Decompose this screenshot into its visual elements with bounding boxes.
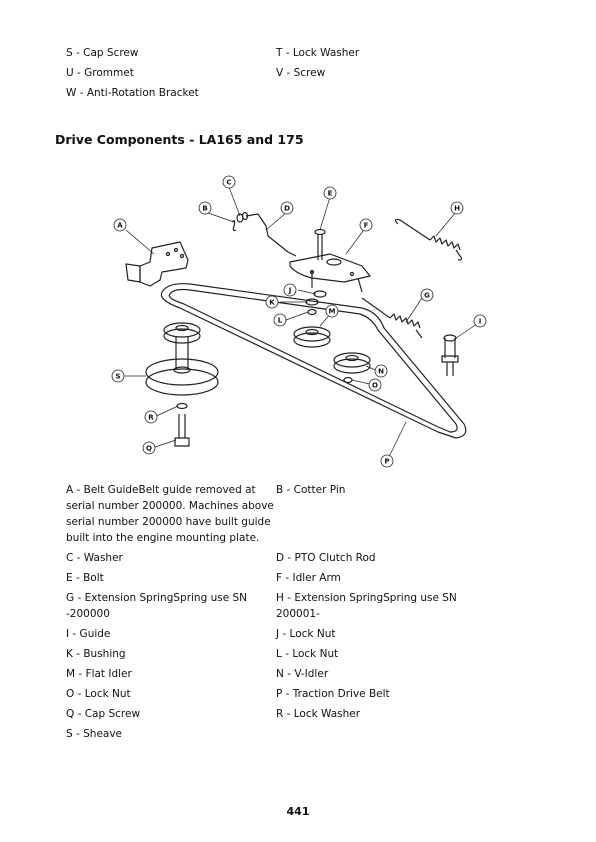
legend-row — [66, 45, 486, 65]
upper-pulley — [164, 323, 200, 343]
flat-idler — [294, 327, 330, 347]
callout-k: K — [269, 298, 275, 307]
legend-row — [66, 550, 486, 570]
section-title: Drive Components - LA165 and 175 — [55, 132, 304, 147]
guide-pin — [442, 335, 458, 376]
sheave — [146, 359, 218, 395]
legend-item: V - Screw — [276, 67, 326, 79]
callout-q: Q — [146, 444, 152, 453]
legend-item — [276, 85, 476, 101]
legend-item: N - V-Idler — [276, 668, 329, 680]
bottom-legend — [66, 482, 486, 746]
legend-row — [66, 590, 486, 626]
callout-a: A — [117, 221, 123, 230]
callout-g: G — [424, 291, 430, 300]
callout-s: S — [115, 372, 121, 381]
legend-item: K - Bushing — [66, 648, 126, 660]
legend-row — [66, 570, 486, 590]
callout-d: D — [284, 204, 290, 213]
legend-item: I - Guide — [66, 628, 111, 640]
legend-item: G - Extension SpringSpring use SN -200000 — [66, 592, 248, 620]
legend-item: D - PTO Clutch Rod — [276, 552, 376, 564]
pto-clutch-rod — [246, 214, 296, 256]
page-number: 441 — [286, 805, 310, 818]
belt-guide-bracket — [126, 242, 188, 286]
legend-item: A - Belt GuideBelt guide removed at serial number 200000. Machines above serial number 200000 have built guide built into the engine mounting plate. — [66, 484, 274, 544]
v-idler — [334, 353, 370, 383]
legend-row — [66, 706, 486, 726]
legend-item: B - Cotter Pin — [276, 484, 346, 496]
legend-row — [66, 646, 486, 666]
legend-item: O - Lock Nut — [66, 688, 131, 700]
callout-e: E — [327, 189, 333, 198]
callout-i: I — [478, 317, 482, 326]
legend-item: E - Bolt — [66, 572, 104, 584]
legend-row — [66, 726, 486, 746]
callout-m: M — [328, 307, 336, 316]
legend-item: S - Cap Screw — [66, 47, 139, 59]
top-legend — [66, 45, 486, 105]
callout-h: H — [454, 204, 460, 213]
legend-item: F - Idler Arm — [276, 572, 341, 584]
legend-item — [276, 726, 476, 742]
legend-item: W - Anti-Rotation Bracket — [66, 87, 199, 99]
traction-drive-belt — [161, 284, 465, 438]
drive-components-diagram — [100, 170, 500, 475]
legend-item: P - Traction Drive Belt — [276, 688, 390, 700]
callout-o: O — [372, 381, 378, 390]
shaft — [176, 336, 188, 370]
legend-row — [66, 686, 486, 706]
legend-row — [66, 65, 486, 85]
idler-arm-plate — [290, 254, 370, 292]
legend-item: S - Sheave — [66, 728, 123, 740]
legend-item: H - Extension SpringSpring use SN 200001- — [276, 592, 457, 620]
extension-spring-h — [395, 220, 461, 261]
callout-c: C — [226, 178, 232, 187]
legend-row — [66, 666, 486, 686]
lock-washer-cap-screw — [175, 404, 189, 447]
extension-spring-g — [362, 298, 422, 338]
callout-f: F — [363, 221, 369, 230]
callout-r: R — [148, 413, 154, 422]
legend-row — [66, 482, 486, 550]
legend-item: T - Lock Washer — [276, 47, 360, 59]
legend-item: M - Flat Idler — [66, 668, 132, 680]
legend-item: J - Lock Nut — [276, 628, 336, 640]
legend-row — [66, 85, 486, 105]
legend-item: R - Lock Washer — [276, 708, 361, 720]
callout-p: P — [384, 457, 390, 466]
callout-n: N — [378, 367, 384, 376]
legend-item: Q - Cap Screw — [66, 708, 141, 720]
legend-item: C - Washer — [66, 552, 123, 564]
callout-j: J — [288, 286, 292, 295]
legend-item: L - Lock Nut — [276, 648, 339, 660]
legend-row — [66, 626, 486, 646]
callout-l: L — [277, 316, 283, 325]
callout-b: B — [202, 204, 208, 213]
legend-item: U - Grommet — [66, 67, 134, 79]
